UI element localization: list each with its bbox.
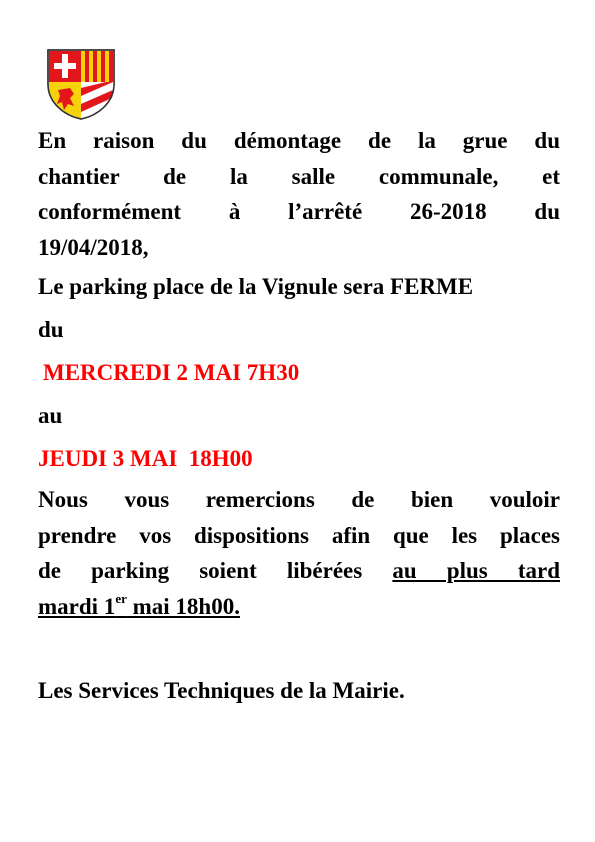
deadline-part2 — [38, 590, 240, 619]
request-line-with-deadline — [38, 553, 560, 589]
signature: Les Services Techniques de la Mairie. — [38, 678, 405, 703]
deadline-suffix: mai 18h00. — [126, 593, 240, 619]
deadline-part1: au plus tard — [392, 558, 561, 583]
deadline-superscript: er — [115, 590, 127, 606]
from-date: MERCREDI 2 MAI 7H30 — [43, 360, 300, 385]
to-label: au — [38, 403, 63, 428]
intro-line: 19/04/2018, — [38, 234, 149, 260]
to-date: JEUDI 3 MAI 18H00 — [38, 446, 253, 471]
closure-line: Le parking place de la Vignule sera FERME — [38, 274, 474, 299]
intro-line: conformément à l’arrêté 26-2018 du — [38, 199, 560, 224]
intro-line: chantier de la salle communale, et — [38, 163, 560, 189]
deadline-line — [38, 589, 560, 625]
deadline-prefix: mardi 1 — [38, 593, 116, 619]
request-line: prendre vos dispositions afin que les places — [38, 522, 560, 548]
intro-paragraph — [38, 123, 560, 265]
request-line: Nous vous remercions de bien vouloir — [38, 487, 560, 512]
request-line: de parking soient libérées — [38, 558, 363, 583]
from-label: du — [38, 317, 64, 342]
intro-line: En raison du démontage de la grue du — [38, 128, 560, 153]
closure-block — [38, 265, 560, 480]
request-paragraph — [38, 482, 560, 624]
coat-of-arms-icon — [46, 44, 116, 120]
